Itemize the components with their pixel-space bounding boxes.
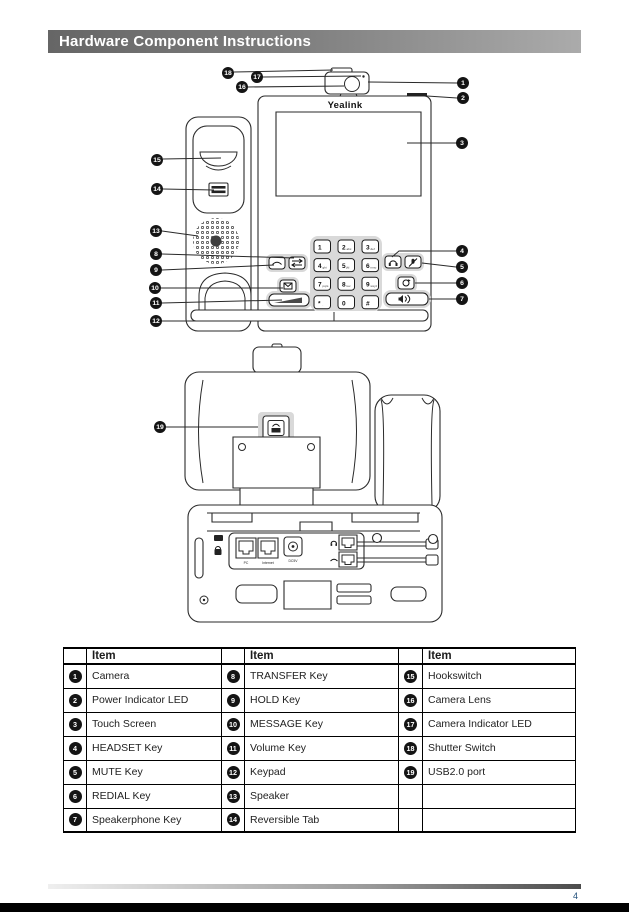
item-name-cell: HOLD Key [245, 688, 399, 712]
touch-screen [276, 112, 421, 196]
item-number-badge: 3 [69, 718, 82, 731]
item-number-cell [399, 784, 423, 808]
item-number-badge: 9 [227, 694, 240, 707]
keypad-key-pound [362, 296, 379, 309]
item-number-badge: 12 [227, 766, 240, 779]
item-name-cell: Keypad [245, 760, 399, 784]
item-number-cell [64, 712, 87, 736]
item-name-cell: MESSAGE Key [245, 712, 399, 736]
item-number-badge: 16 [404, 694, 417, 707]
item-number-badge: 4 [69, 742, 82, 755]
table-row [64, 688, 576, 712]
callout-badge-14: 14 [151, 183, 163, 195]
keypad-key-digit: 2 [342, 244, 346, 252]
item-number-cell [222, 808, 245, 832]
internet-port-label: Internet [262, 561, 274, 565]
keypad-key-letters: abc [346, 247, 352, 251]
item-name-cell: Touch Screen [87, 712, 222, 736]
item-number-cell [64, 784, 87, 808]
lock-slot [214, 535, 223, 541]
item-number-badge: 1 [69, 670, 82, 683]
keypad-key-letters: jkl [346, 265, 350, 270]
table-row [64, 712, 576, 736]
item-name-cell: Camera [87, 664, 222, 688]
front-edge-bar [191, 310, 428, 321]
callout-badge-9: 9 [150, 264, 162, 276]
item-number-cell [222, 784, 245, 808]
front-view [161, 68, 457, 331]
keypad-key-letters: wxyz [370, 284, 378, 289]
keypad-key-letters: mno [370, 265, 377, 270]
item-number-badge: 5 [69, 766, 82, 779]
item-number-cell [64, 688, 87, 712]
table-row [64, 808, 576, 832]
item-name-cell: HEADSET Key [87, 736, 222, 760]
item-number-cell [222, 712, 245, 736]
headset-key [385, 256, 401, 268]
item-number-cell [399, 688, 423, 712]
item-number-badge: 13 [227, 790, 240, 803]
callout-badge-11: 11 [150, 297, 162, 309]
camera-back [253, 347, 301, 373]
item-number-badge: 11 [227, 742, 240, 755]
callout-badge-19: 19 [154, 421, 166, 433]
item-name-cell: Volume Key [245, 736, 399, 760]
callout-badge-7: 7 [456, 293, 468, 305]
item-number-cell [399, 664, 423, 688]
item-name-cell: REDIAL Key [87, 784, 222, 808]
keypad-key-digit: 7 [318, 281, 322, 289]
callout-badge-12: 12 [150, 315, 162, 327]
item-number-cell [399, 736, 423, 760]
keypad-key-0 [338, 296, 355, 309]
keypad-key-digit: 3 [366, 244, 370, 252]
item-name-cell: Reversible Tab [245, 808, 399, 832]
callout-badge-2: 2 [457, 92, 469, 104]
section-title: Hardware Component Instructions [59, 33, 312, 50]
keypad-key-digit: 6 [366, 263, 370, 271]
column-header-item-1: Item [87, 648, 222, 664]
hold-key [269, 257, 285, 269]
callout-badge-5: 5 [456, 261, 468, 273]
handset-holder [375, 395, 440, 512]
item-number-cell [222, 760, 245, 784]
keypad-key-digit: 0 [342, 300, 346, 308]
power-port-label: DC5V [288, 559, 298, 563]
item-number-badge: 6 [69, 790, 82, 803]
item-name-cell: Camera Indicator LED [423, 712, 576, 736]
item-name-cell: Camera Lens [423, 688, 576, 712]
callout-badge-1: 1 [457, 77, 469, 89]
item-number-badge: 19 [404, 766, 417, 779]
pc-port-label: PC [243, 561, 249, 565]
page-number: 4 [572, 891, 578, 901]
item-number-cell [222, 688, 245, 712]
callout-badge-3: 3 [456, 137, 468, 149]
item-number-cell [64, 760, 87, 784]
item-name-cell: Shutter Switch [423, 736, 576, 760]
hardware-items-table [63, 647, 576, 833]
item-number-cell [399, 712, 423, 736]
item-number-cell [399, 760, 423, 784]
item-number-badge: 7 [69, 813, 82, 826]
keypad-key-letters: ghi [322, 265, 327, 270]
camera-indicator-led [362, 75, 364, 77]
item-name-cell: Speakerphone Key [87, 808, 222, 832]
brand-logo: Yealink [327, 100, 363, 111]
item-name-cell: MUTE Key [87, 760, 222, 784]
item-number-cell [399, 808, 423, 832]
keypad-key-digit: 5 [342, 263, 346, 271]
keypad-key-letters: tuv [346, 284, 351, 289]
keypad-key-digit: * [318, 300, 321, 308]
keypad-key-digit: 1 [318, 244, 322, 252]
item-name-cell: TRANSFER Key [245, 664, 399, 688]
column-header-item-2: Item [245, 648, 399, 664]
keypad-key-digit: 8 [342, 281, 346, 289]
callout-badge-15: 15 [151, 154, 163, 166]
keypad-key-1 [314, 240, 331, 253]
keypad-key-letters: def [370, 247, 375, 251]
callout-badge-8: 8 [150, 248, 162, 260]
keypad-key-letters: pqrs [322, 284, 329, 289]
item-name-cell [423, 784, 576, 808]
callout-badge-4: 4 [456, 245, 468, 257]
table-row [64, 760, 576, 784]
item-number-badge: 18 [404, 742, 417, 755]
item-name-cell: USB2.0 port [423, 760, 576, 784]
keypad-key-digit: # [366, 300, 370, 308]
item-name-cell [423, 808, 576, 832]
item-number-cell [64, 808, 87, 832]
item-number-cell [64, 664, 87, 688]
item-number-badge: 8 [227, 670, 240, 683]
table-header-row [64, 648, 576, 664]
item-name-cell: Power Indicator LED [87, 688, 222, 712]
item-number-badge: 2 [69, 694, 82, 707]
transfer-key [289, 257, 305, 269]
item-number-cell [222, 664, 245, 688]
item-number-badge: 14 [227, 813, 240, 826]
item-number-badge: 10 [227, 718, 240, 731]
footer-rule [48, 884, 581, 889]
redial-key [398, 277, 414, 289]
callout-badge-17: 17 [251, 71, 263, 83]
keypad-key-letters: . [322, 302, 324, 307]
camera-module [325, 72, 369, 94]
keypad-key-digit: 4 [318, 263, 322, 271]
table-row [64, 784, 576, 808]
item-number-cell [64, 736, 87, 760]
callout-badge-10: 10 [149, 282, 161, 294]
item-number-cell [222, 736, 245, 760]
callout-badge-18: 18 [222, 67, 234, 79]
keypad-key-digit: 9 [366, 281, 370, 289]
column-header-item-3: Item [423, 648, 576, 664]
callout-badge-6: 6 [456, 277, 468, 289]
callout-badge-16: 16 [236, 81, 248, 93]
callout-badge-13: 13 [150, 225, 162, 237]
item-name-cell: Speaker [245, 784, 399, 808]
item-number-badge: 15 [404, 670, 417, 683]
speakerphone-key [386, 293, 428, 305]
page-edge [0, 903, 629, 912]
mounting-plate [233, 437, 320, 488]
item-name-cell: Hookswitch [423, 664, 576, 688]
back-view [166, 344, 442, 622]
table-row [64, 736, 576, 760]
item-number-badge: 17 [404, 718, 417, 731]
table-row [64, 664, 576, 688]
